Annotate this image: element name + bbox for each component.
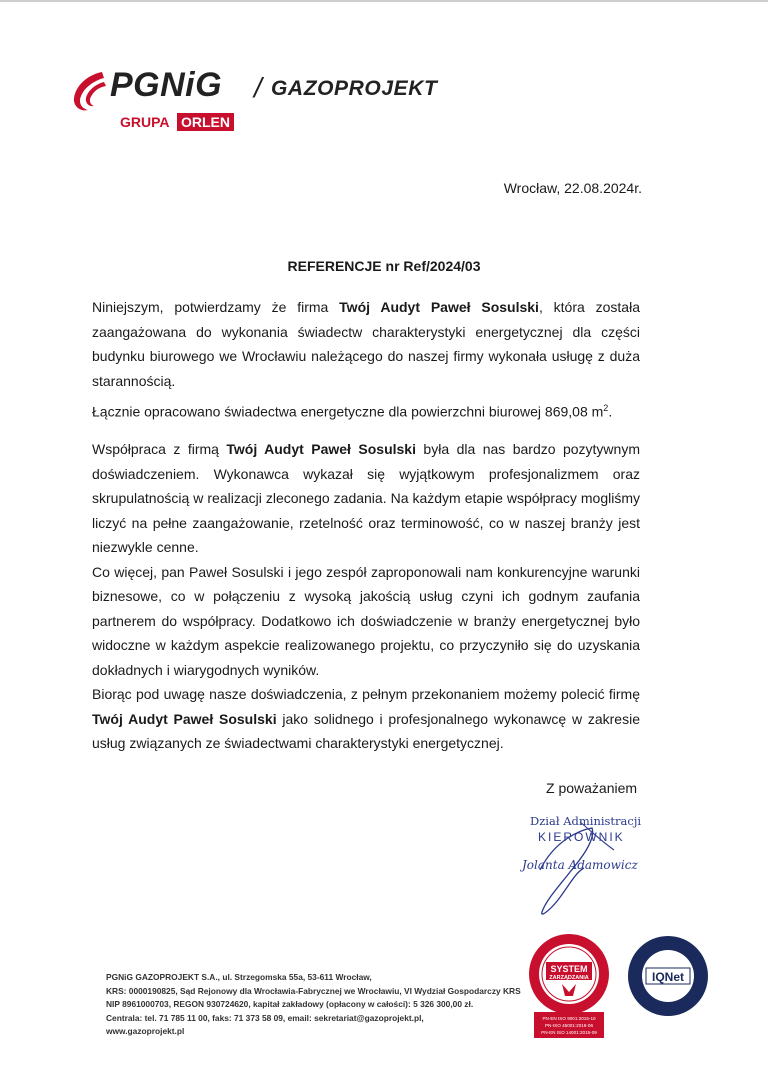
company-name-bold: Twój Audyt Paweł Sosulski: [226, 441, 416, 457]
date-line: Wrocław, 22.08.2024r.: [503, 180, 642, 196]
flame-icon: [66, 68, 112, 114]
svg-text:PN-EN ISO 14001:2015-09: PN-EN ISO 14001:2015-09: [541, 1030, 597, 1035]
handwritten-signature-icon: [510, 810, 670, 920]
stamp-department: Dział Administracji: [530, 814, 642, 828]
company-name-bold: Twój Audyt Paweł Sosulski: [92, 710, 277, 727]
brand-separator: /: [254, 72, 262, 103]
paragraph-intro: Niniejszym, potwierdzamy że firma Twój Audyt Paweł Sosulski, która została zaangażowana do wykonania świadectw charakterystyki energetycznej dla części budynku biurowego we Wrocławiu należącego do naszej firmy wykonała usługę z duża starannością.: [92, 299, 640, 389]
brand-name: PGNiG: [110, 66, 223, 104]
stamp-role: KIEROWNIK: [538, 830, 625, 844]
footer-line: NIP 8961000703, REGON 930724620, kapitał zakładowy (opłacony w całości): 5 326 300,00 zł.: [106, 999, 474, 1009]
top-border-line: [0, 0, 768, 2]
svg-text:SYSTEM: SYSTEM: [550, 964, 588, 974]
company-name-bold: Twój Audyt Paweł Sosulski: [339, 299, 539, 315]
company-name: GAZOPROJEKT: [271, 77, 438, 100]
paragraph-offer: Co więcej, pan Paweł Sosulski i jego zespół zaproponowali nam konkurencyjne warunki biznesowe, co w połączeniu z wysoką jakością usług czyni ich godnym zaufania partnerem do współpracy. Dodatkowo ich doświadczenie w branży energetycznej było widoczne w każdym aspekcie realizowanego projektu, co przyczyniło się do uzyskania dokładnych i wiarygodnych wyników.: [92, 563, 640, 678]
footer-line: Centrala: tel. 71 785 11 00, faks: 71 373 58 09, email: sekretariat@gazoprojekt.pl,: [106, 1012, 424, 1023]
document-title: REFERENCJE nr Ref/2024/03: [287, 258, 481, 274]
footer-line: www.gazoprojekt.pl: [106, 1026, 185, 1036]
footer-line: PGNiG GAZOPROJEKT S.A., ul. Strzegomska 55a, 53-611 Wrocław,: [106, 972, 372, 982]
group-name-badge: ORLEN: [177, 113, 234, 131]
paragraph-recommendation: Biorąc pod uwagę nasze doświadczenia, z pełnym przekonaniem możemy polecić firmę Twój Audyt Paweł Sosulski jako solidnego i profesjonalnego wykonawcę w zakresie usług związanych ze świadectwami charakterystyki energetycznej.: [92, 686, 640, 751]
svg-text:IQNet: IQNet: [651, 970, 685, 984]
paragraph-area: Łącznie opracowano świadectwa energetyczne dla powierzchni biurowej 869,08 $m^2$.: [92, 403, 613, 420]
pcbc-certificate-seal: [524, 930, 614, 1040]
iqnet-certificate-seal: [626, 934, 710, 1018]
footer-line: KRS: 0000190825, Sąd Rejonowy dla Wrocławia-Fabrycznej we Wrocławiu, VI Wydział Gospodarczy KRS: [106, 985, 521, 996]
group-prefix: GRUPA: [120, 114, 170, 130]
paragraph-cooperation: Współpraca z firmą Twój Audyt Paweł Sosulski była dla nas bardzo pozytywnym doświadczeniem. Wykonawca wykazał się wyjątkowym profesjonalizmem oraz skrupulatnością w realizacji zleconego zadania. Na każdym etapie współpracy mogliśmy liczyć na pełne zaangażowanie, rzetelność oraz terminowość, co w naszej branży jest niezwykle cenne. Co więcej, pan Paweł Sosulski i jego zespół zaproponowali nam konkurencyjne warunki biznesowe, co w połączeniu z wysoką jakością usług czyni ich godnym zaufania partnerem do współpracy. Dodatkowo ich doświadczenie w branży energetycznej było widoczne w każdym aspekcie realizowanego projektu, co przyczyniło się do uzyskania dokładnych i wiarygodnych wyników. Biorąc pod uwagę nasze doświadczenia, z pełnym przekonaniem możemy polecić firmę Twój Audyt Paweł Sosulski jako solidnego i profesjonalnego wykonawcę w zakresie usług związanych ze świadectwami charakterystyki energetycznej.: [92, 437, 640, 756]
closing-phrase: Z poważaniem: [546, 780, 638, 796]
svg-text:PN-ISO 45001:2018-06: PN-ISO 45001:2018-06: [544, 1023, 594, 1028]
signature-stamp: [510, 810, 670, 920]
svg-text:PN-EN ISO 9001:2015-10: PN-EN ISO 9001:2015-10: [542, 1016, 596, 1021]
stamp-name: Jolanta Adamowicz: [522, 858, 638, 872]
company-footer: [106, 971, 526, 1039]
svg-text:ZARZĄDZANIA: ZARZĄDZANIA: [549, 975, 589, 981]
company-logo: [66, 64, 486, 144]
